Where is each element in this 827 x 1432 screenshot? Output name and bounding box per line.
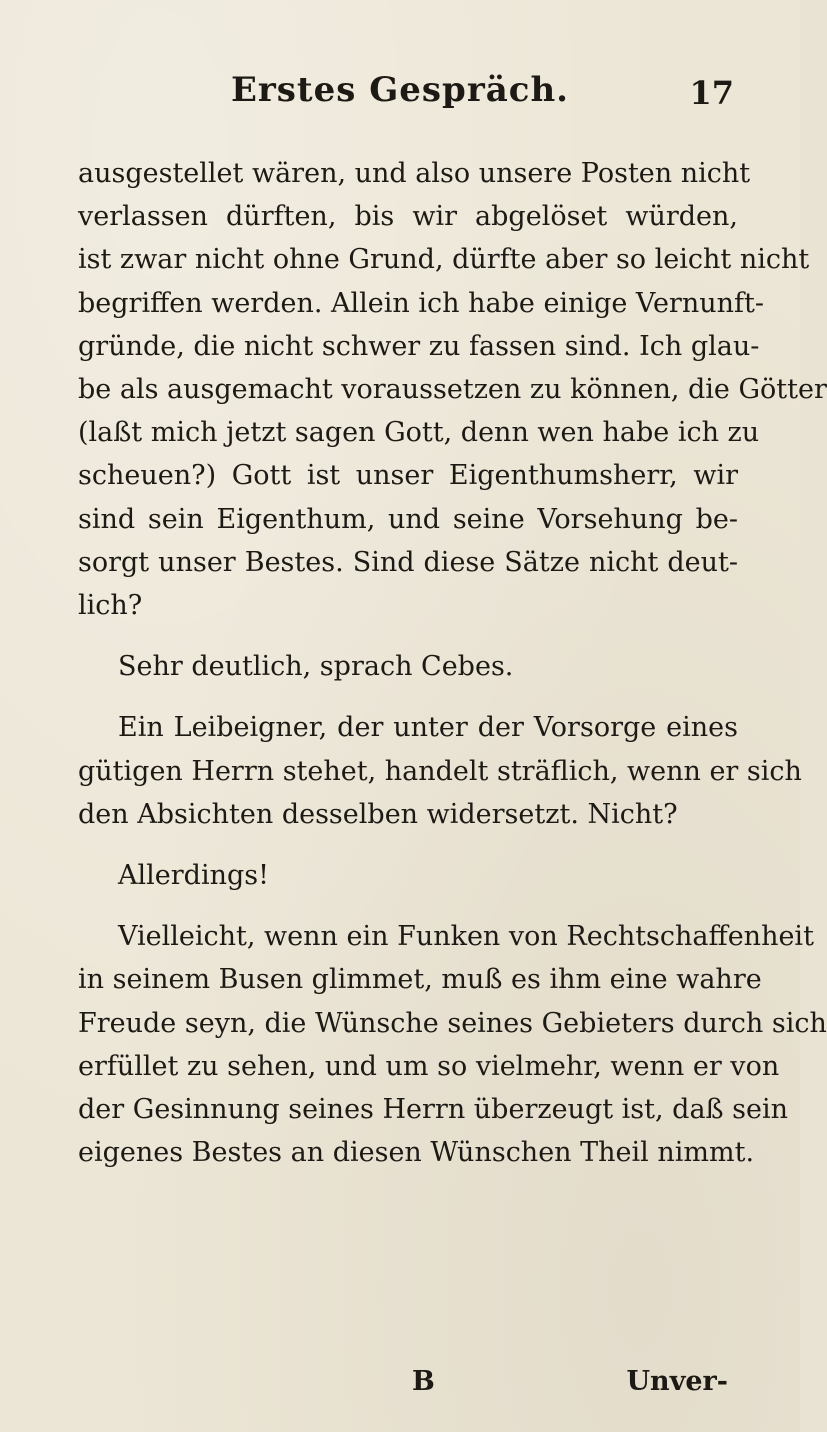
page-number: 17: [689, 74, 734, 112]
text-line: lich?: [78, 590, 143, 622]
text-line: ausgestellet wären, und also unsere Posten nicht: [78, 158, 751, 189]
page-footer: [0, 1366, 800, 1406]
signature-mark: B: [412, 1366, 435, 1397]
text-line: eigenes Bestes an diesen Wünschen Theil nimmt.: [78, 1137, 755, 1169]
text-line: (laßt mich jetzt sagen Gott, denn wen habe ich zu: [78, 417, 760, 449]
text-line: Allerdings!: [118, 860, 269, 892]
text-line: Freude seyn, die Wünsche seines Gebieters durch sich: [78, 1007, 827, 1039]
page-header: [0, 70, 800, 120]
text-line: den Absichten desselben widersetzt. Nicht?: [78, 798, 678, 830]
text-line: der Gesinnung seines Herrn überzeugt ist, daß sein: [78, 1094, 789, 1126]
catchword: Unver-: [626, 1366, 728, 1397]
text-line: gütigen Herrn stehet, handelt sträflich, wenn er sich: [78, 755, 802, 787]
text-line: begriffen werden. Allein ich habe einige Vernunft-: [78, 287, 764, 319]
text-line: ist zwar nicht ohne Grund, dürfte aber so leicht nicht: [78, 244, 810, 276]
text-line: verlassen dürften, bis wir abgelöset würden,: [78, 201, 738, 233]
text-line: Sehr deutlich, sprach Cebes.: [118, 651, 514, 683]
text-line: in seinem Busen glimmet, muß es ihm eine wahre: [78, 964, 762, 996]
body-text: [78, 152, 827, 1174]
text-line: Ein Leibeigner, der unter der Vorsorge eines: [118, 712, 738, 744]
text-line: sorgt unser Bestes. Sind diese Sätze nicht deut-: [78, 546, 738, 578]
text-line: Vielleicht, wenn ein Funken von Rechtschaffenheit: [118, 921, 814, 953]
text-line: scheuen?) Gott ist unser Eigenthumsherr, wir: [78, 460, 738, 492]
text-line: gründe, die nicht schwer zu fassen sind. Ich glau-: [78, 330, 760, 362]
running-title: Erstes Gespräch.: [230, 70, 570, 110]
text-line: sind sein Eigenthum, und seine Vorsehung be-: [78, 503, 738, 535]
text-line: erfüllet zu sehen, und um so vielmehr, wenn er von: [78, 1050, 780, 1082]
text-line: be als ausgemacht voraussetzen zu können, die Götter: [78, 374, 827, 406]
